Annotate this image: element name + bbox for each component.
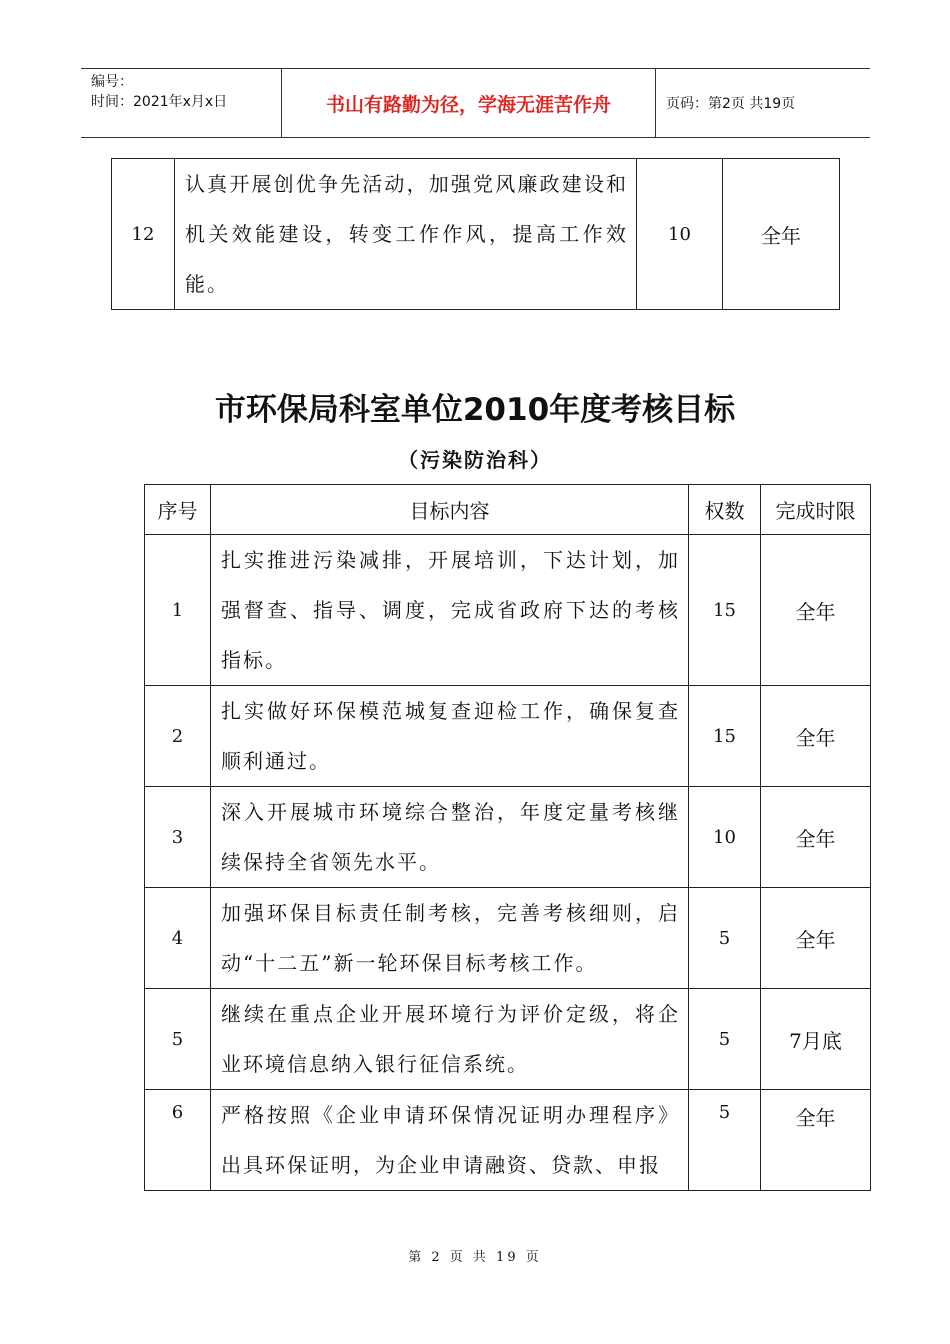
time-label: 时间：2021年x月x日: [91, 94, 228, 110]
row-content: 扎实做好环保模范城复查迎检工作，确保复查顺利通过。: [211, 686, 689, 787]
row-content: 扎实推进污染减排，开展培训，下达计划，加强督查、指导、调度，完成省政府下达的考核指标。: [211, 535, 689, 686]
row-deadline: 全年: [761, 1090, 871, 1191]
row-number: 1: [145, 535, 211, 686]
row-weight: 5: [689, 1090, 761, 1191]
row-number: 5: [145, 989, 211, 1090]
row-content: 严格按照《企业申请环保情况证明办理程序》出具环保证明，为企业申请融资、贷款、申报: [211, 1090, 689, 1191]
targets-table: [144, 484, 871, 1191]
number-label: 编号：: [91, 74, 133, 90]
row-weight: 10: [689, 787, 761, 888]
row-content: 深入开展城市环境综合整治，年度定量考核继续保持全省领先水平。: [211, 787, 689, 888]
header-meta: [81, 69, 282, 137]
table-row: [145, 888, 871, 989]
row-deadline: 全年: [761, 787, 871, 888]
row-deadline: 全年: [761, 535, 871, 686]
table-row: [145, 989, 871, 1090]
row-weight: 5: [689, 888, 761, 989]
table-row: [145, 1090, 871, 1191]
row-deadline: 7月底: [761, 989, 871, 1090]
row-number: 4: [145, 888, 211, 989]
row-deadline: 全年: [761, 888, 871, 989]
row-weight: 10: [637, 159, 723, 310]
row-weight: 5: [689, 989, 761, 1090]
table-row: [145, 787, 871, 888]
row-weight: 15: [689, 686, 761, 787]
row-deadline: 全年: [761, 686, 871, 787]
table-row: [145, 535, 871, 686]
header-motto: 书山有路勤为径，学海无涯苦作舟: [282, 69, 656, 137]
header-page-info: 页码：第2页 共19页: [666, 96, 796, 112]
document-title: 市环保局科室单位2010年度考核目标: [214, 392, 736, 428]
header-no: 序号: [145, 485, 211, 535]
document-subtitle: （污染防治科）: [398, 448, 552, 472]
header-content: 目标内容: [211, 485, 689, 535]
row-number: 3: [145, 787, 211, 888]
table-row: [112, 159, 840, 310]
header-weight: 权数: [689, 485, 761, 535]
row-number: 12: [112, 159, 175, 310]
page-header: [81, 68, 870, 138]
row-content: 认真开展创优争先活动，加强党风廉政建设和机关效能建设，转变工作作风，提高工作效能。: [175, 159, 637, 310]
row-deadline: 全年: [723, 159, 840, 310]
table-header-row: [145, 485, 871, 535]
continuation-table: [111, 158, 840, 310]
header-deadline: 完成时限: [761, 485, 871, 535]
row-number: 2: [145, 686, 211, 787]
row-content: 加强环保目标责任制考核，完善考核细则，启动“十二五”新一轮环保目标考核工作。: [211, 888, 689, 989]
table-row: [145, 686, 871, 787]
row-weight: 15: [689, 535, 761, 686]
page-footer: 第 2 页 共 19 页: [408, 1250, 542, 1265]
row-content: 继续在重点企业开展环境行为评价定级，将企业环境信息纳入银行征信系统。: [211, 989, 689, 1090]
row-number: 6: [145, 1090, 211, 1191]
